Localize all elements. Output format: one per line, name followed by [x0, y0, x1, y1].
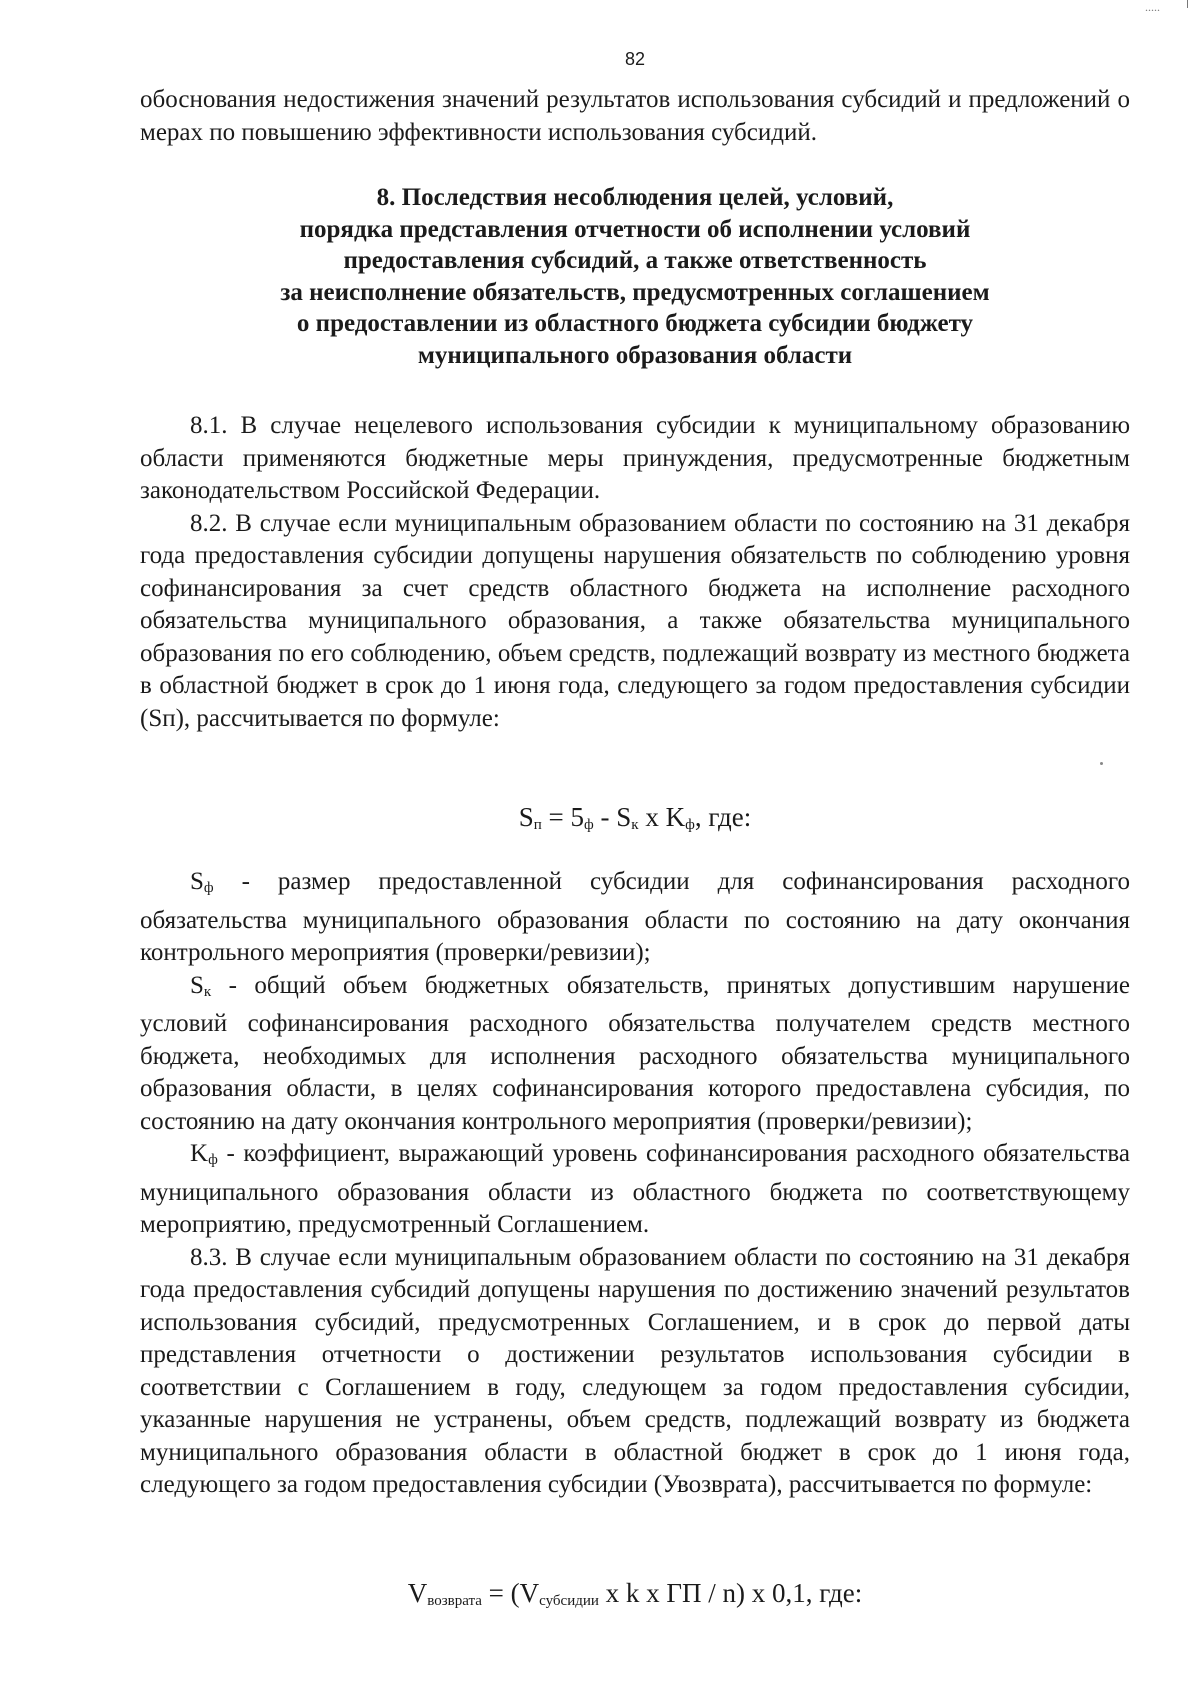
- variable-symbol: S: [190, 868, 204, 895]
- heading-line: порядка представления отчетности об исполнении условий: [299, 215, 971, 243]
- heading-line: муниципального образования области: [417, 341, 853, 369]
- formula-symbol: V: [407, 1578, 428, 1608]
- formula-sp: [140, 800, 1130, 842]
- paragraph-8-3: 8.3. В случае если муниципальным образованием области по состоянию на 31 декабря года предоставления субсидий допущены нарушения по достижению значений результатов использования субсидий, предусмотренных Соглашением, и в срок до первой даты представления отчетности о достижении результатов использования субсидии в соответствии с Соглашением в году, следующем за годом предоставления субсидии, указанные нарушения не устранены, объем средств, подлежащий возврату из бюджета муниципального образования области в областной бюджет в срок до 1 июня года, следующего за годом предоставления субсидии (Увозврата), рассчитывается по формуле:: [140, 1243, 1130, 1498]
- page-number: 82: [624, 49, 646, 69]
- paragraph-8-2: 8.2. В случае если муниципальным образованием области по состоянию на 31 декабря года предоставления субсидии допущены нарушения обязательств по соблюдению уровня софинансирования за счет средств областного бюджета на исполнение расходного обязательства муниципального образования, а также обязательства муниципального образования по его соблюдению, объем средств, подлежащий возврату из местного бюджета в областной бюджет в срок до 1 июня года, следующего за годом предоставления субсидии (Sп), рассчитывается по формуле:: [140, 509, 1130, 732]
- corner-mark: .....: [1145, 0, 1160, 14]
- formula-subscript: к: [631, 817, 639, 833]
- heading-line: о предоставлении из областного бюджета субсидии бюджету: [296, 310, 974, 337]
- variable-subscript: ф: [203, 880, 214, 896]
- formula-symbol: = (V: [481, 1578, 540, 1608]
- definition-text: - коэффициент, выражающий уровень софинансирования расходного обязательства муниципального образования области из областного бюджета по соответствующему мероприятию, предусмотренный Соглашением.: [140, 1140, 1130, 1238]
- definition-text: - общий объем бюджетных обязательств, принятых допустившим нарушение условий софинансирования расходного обязательства получателем средств местного бюджета, необходимых для исполнения расходного обязательства муниципального образования области, в целях софинансирования которого предоставлена субсидия, по состоянию на дату окончания контрольного мероприятия (проверки/ревизии);: [140, 971, 1130, 1135]
- variable-subscript: к: [203, 983, 212, 1000]
- continuation-paragraph: обоснования недостижения значений результатов использования субсидий и предложений о мерах по повышению эффективности использования субсидий.: [140, 86, 1130, 146]
- heading-line: за неисполнение обязательств, предусмотренных соглашением: [280, 278, 990, 306]
- formula-symbol: , где:: [694, 802, 752, 832]
- variable-subscript: ф: [208, 1152, 218, 1168]
- heading-line: предоставления субсидий, а также ответственность: [343, 247, 927, 274]
- formula-symbol: x K: [638, 802, 686, 832]
- definition-kf: [140, 1138, 1130, 1242]
- definition-sk: [140, 970, 1130, 1139]
- formula-symbol: = 5: [541, 802, 585, 832]
- formula-v-vozvrata: [140, 1576, 1130, 1618]
- section-heading: [140, 182, 1130, 371]
- definition-sf: [140, 866, 1130, 970]
- formula-subscript: субсидии: [539, 1593, 599, 1609]
- formula-symbol: - S: [593, 802, 632, 832]
- paragraph-8-1: 8.1. В случае нецелевого использования субсидии к муниципальному образованию области применяются бюджетные меры принуждения, предусмотренные бюджетным законодательством Российской Федерации.: [140, 412, 1130, 504]
- definition-text: - размер предоставленной субсидии для софинансирования расходного обязательства муниципального образования области по состоянию на дату окончания контрольного мероприятия (проверки/ревизии);: [140, 868, 1130, 966]
- corner-tick: [1187, 0, 1188, 8]
- variable-symbol: K: [190, 1140, 209, 1167]
- paragraphs-block-1: [140, 410, 1130, 735]
- formula-subscript: ф: [584, 817, 594, 833]
- heading-line: 8. Последствия несоблюдения целей, условий,: [376, 184, 894, 211]
- formula-symbol: S: [518, 802, 534, 832]
- variable-symbol: S: [190, 971, 204, 999]
- scan-speck: [1100, 762, 1103, 765]
- formula-subscript: ф: [685, 817, 695, 833]
- formula-subscript: п: [533, 817, 542, 833]
- definitions-block: [140, 866, 1130, 1502]
- formula-symbol: x k x ГП / n) x 0,1, где:: [598, 1578, 863, 1608]
- formula-subscript: возврата: [427, 1593, 482, 1609]
